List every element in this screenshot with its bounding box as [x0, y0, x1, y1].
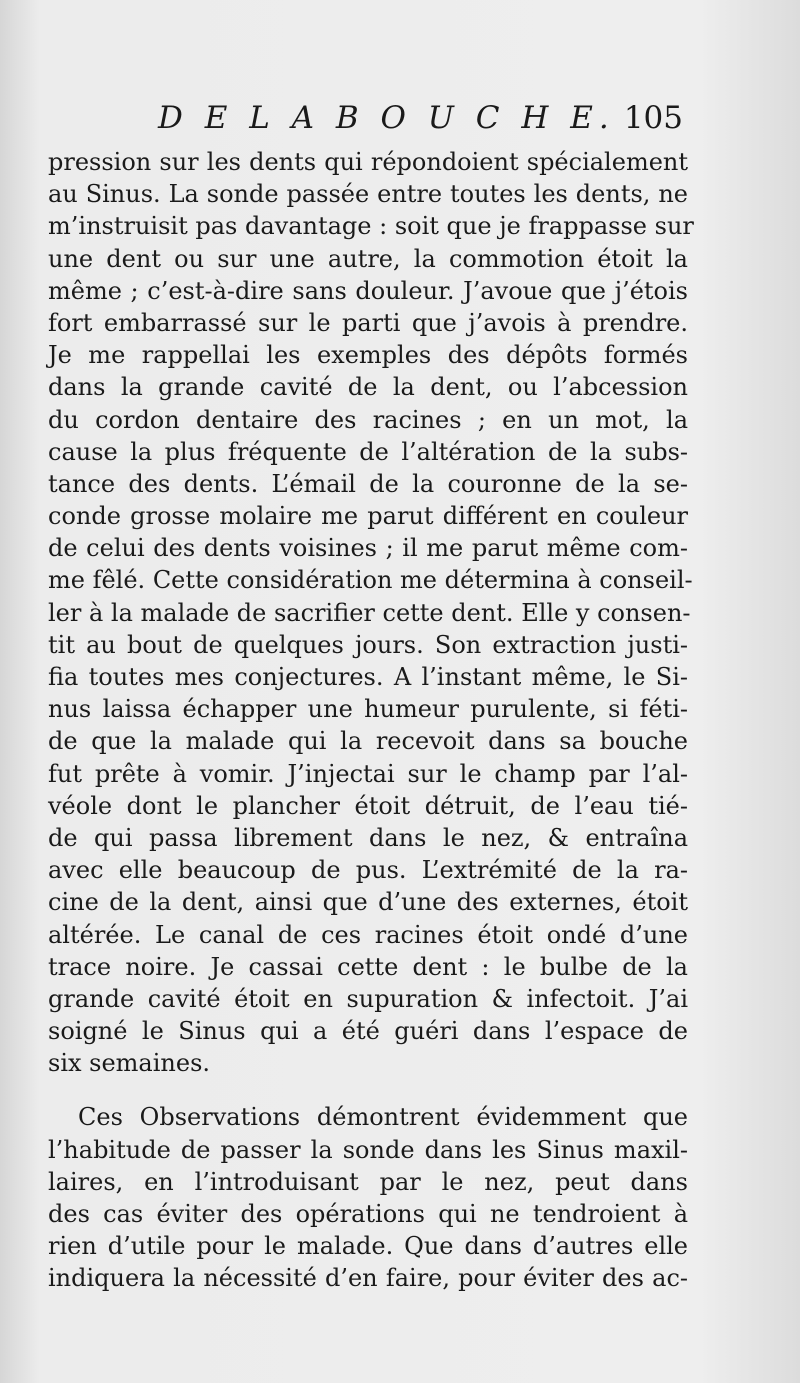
text-line: au Sinus. La sonde passée entre toutes les dents, ne [48, 180, 688, 209]
text-line: altérée. Le canal de ces racines étoit ondé d’une [48, 920, 688, 949]
text-line: nus laissa échapper une humeur purulente, si féti- [48, 695, 688, 724]
text-line: six semaines. [48, 1049, 211, 1078]
text-line: me fêlé. Cette considération me détermina à conseil- [48, 566, 693, 595]
text-line: laires, en l’introduisant par le nez, peut dans [48, 1167, 688, 1196]
text-line: du cordon dentaire des racines ; en un mot, la [48, 405, 688, 434]
text-line: de celui des dents voisines ; il me parut même com- [48, 534, 688, 563]
paragraph-2 [48, 1101, 688, 1294]
text-line: cine de la dent, ainsi que d’une des externes, étoit [48, 888, 688, 917]
running-head [158, 100, 683, 146]
text-line: conde grosse molaire me parut différent en couleur [48, 502, 688, 531]
paragraph-gap [48, 1079, 688, 1101]
running-title: D E L A B O U C H E. [158, 100, 615, 136]
text-line: de qui passa librement dans le nez, & entraîna [48, 823, 688, 852]
paragraph-1 [48, 146, 694, 1079]
text-line: Je me rappellai les exemples des dépôts formés [48, 341, 688, 370]
text-line: pression sur les dents qui répondoient spécialement [48, 148, 688, 176]
text-line: dans la grande cavité de la dent, ou l’abcession [48, 373, 688, 402]
text-line: de que la malade qui la recevoit dans sa bouche [48, 727, 688, 756]
text-line: grande cavité étoit en supuration & infectoit. J’ai [48, 984, 688, 1013]
text-line: fia toutes mes conjectures. A l’instant même, le Si- [48, 663, 688, 691]
text-line: ler à la malade de sacrifier cette dent. Elle y consen- [48, 598, 691, 627]
text-line: véole dont le plancher étoit détruit, de l’eau tié- [48, 791, 688, 820]
text-line: même ; c’est-à-dire sans douleur. J’avoue que j’étois [48, 276, 688, 305]
text-line: avec elle beaucoup de pus. L’extrémité de la ra- [48, 856, 688, 885]
text-line: rien d’utile pour le malade. Que dans d’autres elle [48, 1232, 688, 1261]
text-line: m’instruisit pas davantage : soit que je frappasse sur [48, 212, 694, 241]
text-line: Ces Observations démontrent évidemment que [78, 1103, 688, 1132]
text-line: tit au bout de quelques jours. Son extraction justi- [48, 630, 688, 659]
text-line: fort embarrassé sur le parti que j’avois à prendre. [48, 308, 688, 337]
text-line: l’habitude de passer la sonde dans les Sinus maxil- [48, 1135, 688, 1164]
body-text [48, 146, 694, 1295]
text-line: soigné le Sinus qui a été guéri dans l’espace de [48, 1017, 688, 1046]
text-line: trace noire. Je cassai cette dent : le bulbe de la [48, 952, 688, 981]
text-line: cause la plus fréquente de l’altération de la subs- [48, 437, 688, 466]
text-line: des cas éviter des opérations qui ne tendroient à [48, 1200, 688, 1228]
text-line: tance des dents. L’émail de la couronne de la se- [48, 469, 688, 498]
page-number: 105 [623, 100, 683, 136]
text-line: indiquera la nécessité d’en faire, pour éviter des ac- [48, 1264, 688, 1293]
text-line: une dent ou sur une autre, la commotion étoit la [48, 244, 688, 273]
text-line: fut prête à vomir. J’injectai sur le champ par l’al- [48, 759, 688, 788]
